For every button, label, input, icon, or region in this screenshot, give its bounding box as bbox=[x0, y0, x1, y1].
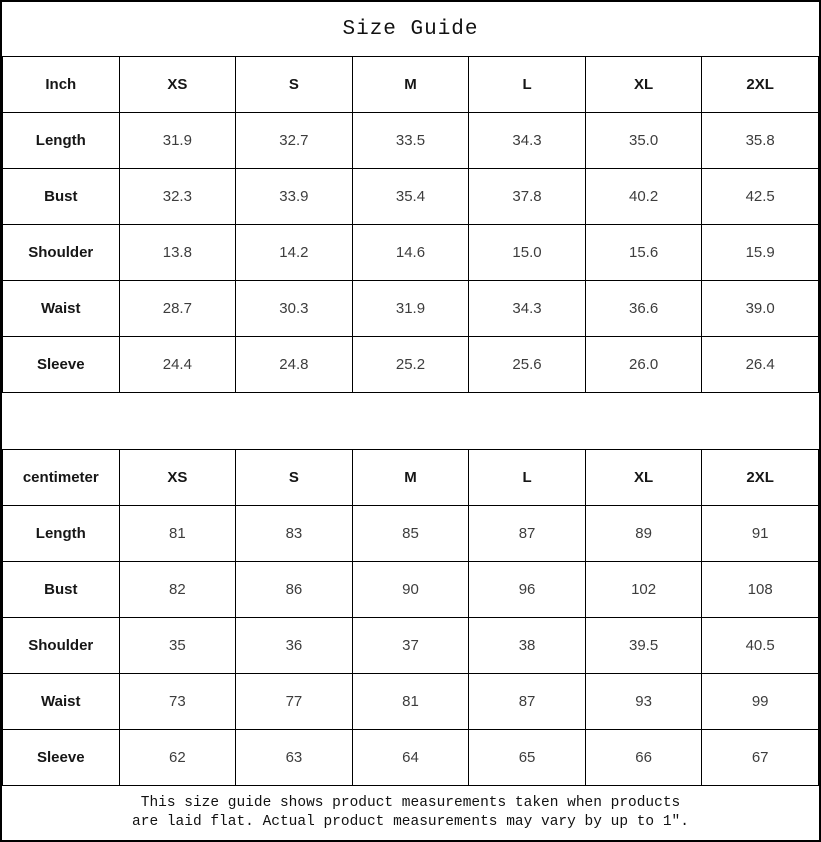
measurement-cell: 64 bbox=[352, 730, 469, 786]
measurement-cell: 39.0 bbox=[702, 281, 819, 337]
size-header-2xl: 2XL bbox=[702, 450, 819, 506]
measurement-cell: 87 bbox=[469, 674, 586, 730]
measurement-cell: 34.3 bbox=[469, 281, 586, 337]
measurement-cell: 26.4 bbox=[702, 337, 819, 393]
measurement-cell: 66 bbox=[585, 730, 702, 786]
measurement-cell: 35 bbox=[119, 618, 236, 674]
measurement-row-sleeve bbox=[3, 730, 819, 786]
measurement-cell: 83 bbox=[236, 506, 353, 562]
measurement-cell: 91 bbox=[702, 506, 819, 562]
size-header-2xl: 2XL bbox=[702, 57, 819, 113]
size-header-xs: XS bbox=[119, 450, 236, 506]
measurement-row-length bbox=[3, 113, 819, 169]
page-title: Size Guide bbox=[342, 17, 479, 41]
row-label-length: Length bbox=[3, 113, 120, 169]
footer-note-line-2: are laid flat. Actual product measurements may vary by up to 1″. bbox=[132, 814, 689, 830]
measurement-cell: 36 bbox=[236, 618, 353, 674]
measurement-cell: 35.4 bbox=[352, 169, 469, 225]
measurement-cell: 35.8 bbox=[702, 113, 819, 169]
measurement-cell: 65 bbox=[469, 730, 586, 786]
inch-size-table bbox=[2, 56, 819, 393]
measurement-cell: 24.4 bbox=[119, 337, 236, 393]
size-header-xl: XL bbox=[585, 450, 702, 506]
size-header-l: L bbox=[469, 450, 586, 506]
measurement-cell: 35.0 bbox=[585, 113, 702, 169]
measurement-cell: 86 bbox=[236, 562, 353, 618]
measurement-cell: 32.3 bbox=[119, 169, 236, 225]
measurement-cell: 28.7 bbox=[119, 281, 236, 337]
measurement-cell: 15.6 bbox=[585, 225, 702, 281]
measurement-cell: 87 bbox=[469, 506, 586, 562]
size-header-s: S bbox=[236, 450, 353, 506]
measurement-row-waist bbox=[3, 281, 819, 337]
measurement-cell: 13.8 bbox=[119, 225, 236, 281]
measurement-cell: 32.7 bbox=[236, 113, 353, 169]
footer-note-line-1: This size guide shows product measurements taken when products bbox=[140, 795, 681, 811]
centimeter-size-table bbox=[2, 449, 819, 786]
measurement-row-bust bbox=[3, 562, 819, 618]
measurement-cell: 40.2 bbox=[585, 169, 702, 225]
measurement-cell: 81 bbox=[119, 506, 236, 562]
measurement-cell: 34.3 bbox=[469, 113, 586, 169]
measurement-cell: 31.9 bbox=[352, 281, 469, 337]
size-header-m: M bbox=[352, 450, 469, 506]
measurement-row-sleeve bbox=[3, 337, 819, 393]
size-header-xl: XL bbox=[585, 57, 702, 113]
measurement-cell: 38 bbox=[469, 618, 586, 674]
measurement-cell: 37 bbox=[352, 618, 469, 674]
measurement-cell: 96 bbox=[469, 562, 586, 618]
measurement-row-shoulder bbox=[3, 618, 819, 674]
measurement-cell: 25.2 bbox=[352, 337, 469, 393]
measurement-cell: 15.9 bbox=[702, 225, 819, 281]
measurement-cell: 67 bbox=[702, 730, 819, 786]
measurement-cell: 30.3 bbox=[236, 281, 353, 337]
measurement-cell: 36.6 bbox=[585, 281, 702, 337]
measurement-cell: 24.8 bbox=[236, 337, 353, 393]
row-label-shoulder: Shoulder bbox=[3, 618, 120, 674]
measurement-cell: 85 bbox=[352, 506, 469, 562]
measurement-cell: 62 bbox=[119, 730, 236, 786]
row-label-bust: Bust bbox=[3, 562, 120, 618]
measurement-cell: 40.5 bbox=[702, 618, 819, 674]
measurement-row-bust bbox=[3, 169, 819, 225]
measurement-cell: 93 bbox=[585, 674, 702, 730]
row-label-sleeve: Sleeve bbox=[3, 730, 120, 786]
size-header-l: L bbox=[469, 57, 586, 113]
size-header-xs: XS bbox=[119, 57, 236, 113]
measurement-cell: 63 bbox=[236, 730, 353, 786]
measurement-cell: 15.0 bbox=[469, 225, 586, 281]
measurement-row-waist bbox=[3, 674, 819, 730]
size-header-m: M bbox=[352, 57, 469, 113]
row-label-waist: Waist bbox=[3, 281, 120, 337]
size-header-row bbox=[3, 450, 819, 506]
measurement-cell: 77 bbox=[236, 674, 353, 730]
measurement-cell: 31.9 bbox=[119, 113, 236, 169]
measurement-cell: 26.0 bbox=[585, 337, 702, 393]
measurement-cell: 14.6 bbox=[352, 225, 469, 281]
row-label-shoulder: Shoulder bbox=[3, 225, 120, 281]
measurement-cell: 39.5 bbox=[585, 618, 702, 674]
row-label-bust: Bust bbox=[3, 169, 120, 225]
measurement-cell: 102 bbox=[585, 562, 702, 618]
unit-label-inch: Inch bbox=[3, 57, 120, 113]
measurement-cell: 33.5 bbox=[352, 113, 469, 169]
measurement-cell: 99 bbox=[702, 674, 819, 730]
measurement-cell: 89 bbox=[585, 506, 702, 562]
measurement-cell: 42.5 bbox=[702, 169, 819, 225]
footer-note bbox=[2, 786, 819, 840]
measurement-row-length bbox=[3, 506, 819, 562]
row-label-length: Length bbox=[3, 506, 120, 562]
measurement-row-shoulder bbox=[3, 225, 819, 281]
size-header-s: S bbox=[236, 57, 353, 113]
table-spacer bbox=[2, 393, 819, 449]
row-label-sleeve: Sleeve bbox=[3, 337, 120, 393]
measurement-cell: 25.6 bbox=[469, 337, 586, 393]
row-label-waist: Waist bbox=[3, 674, 120, 730]
measurement-cell: 14.2 bbox=[236, 225, 353, 281]
measurement-cell: 82 bbox=[119, 562, 236, 618]
measurement-cell: 37.8 bbox=[469, 169, 586, 225]
measurement-cell: 81 bbox=[352, 674, 469, 730]
measurement-cell: 73 bbox=[119, 674, 236, 730]
measurement-cell: 33.9 bbox=[236, 169, 353, 225]
measurement-cell: 90 bbox=[352, 562, 469, 618]
size-header-row bbox=[3, 57, 819, 113]
measurement-cell: 108 bbox=[702, 562, 819, 618]
unit-label-centimeter: centimeter bbox=[3, 450, 120, 506]
